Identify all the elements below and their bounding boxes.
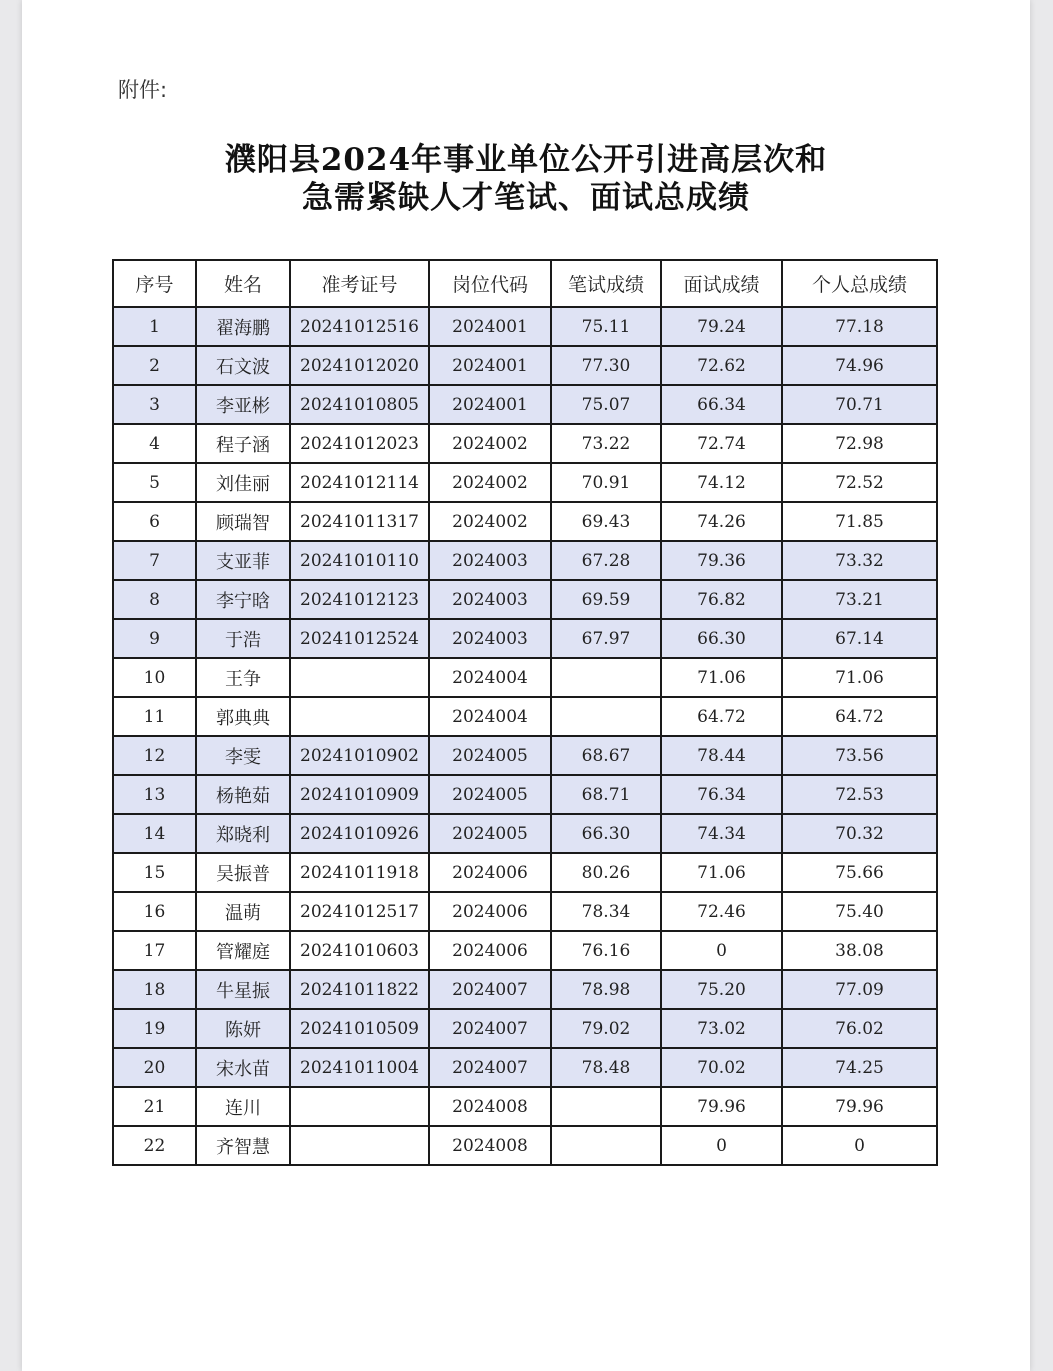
cell-post-code: 2024001 bbox=[429, 346, 551, 385]
cell-total-score: 70.32 bbox=[782, 814, 937, 853]
cell-exam-id: 20241012524 bbox=[290, 619, 429, 658]
cell-post-code: 2024005 bbox=[429, 736, 551, 775]
cell-total-score: 0 bbox=[782, 1126, 937, 1165]
cell-interview-score: 76.82 bbox=[661, 580, 782, 619]
cell-exam-id: 20241011004 bbox=[290, 1048, 429, 1087]
cell-post-code: 2024006 bbox=[429, 853, 551, 892]
cell-written-score: 73.22 bbox=[551, 424, 661, 463]
cell-total-score: 76.02 bbox=[782, 1009, 937, 1048]
cell-exam-id: 20241012020 bbox=[290, 346, 429, 385]
cell-exam-id: 20241010805 bbox=[290, 385, 429, 424]
table-row bbox=[113, 775, 937, 814]
cell-written-score bbox=[551, 658, 661, 697]
cell-name: 顾瑞智 bbox=[196, 502, 290, 541]
table-row bbox=[113, 385, 937, 424]
cell-exam-id: 20241010902 bbox=[290, 736, 429, 775]
cell-written-score: 67.28 bbox=[551, 541, 661, 580]
cell-written-score: 79.02 bbox=[551, 1009, 661, 1048]
table-row bbox=[113, 658, 937, 697]
cell-name: 杨艳茹 bbox=[196, 775, 290, 814]
cell-name: 李亚彬 bbox=[196, 385, 290, 424]
cell-interview-score: 66.34 bbox=[661, 385, 782, 424]
cell-written-score: 68.71 bbox=[551, 775, 661, 814]
score-table bbox=[112, 259, 938, 1166]
table-header-row bbox=[113, 260, 937, 307]
cell-total-score: 71.85 bbox=[782, 502, 937, 541]
cell-exam-id: 20241012517 bbox=[290, 892, 429, 931]
cell-written-score: 70.91 bbox=[551, 463, 661, 502]
cell-name: 石文波 bbox=[196, 346, 290, 385]
cell-name: 李雯 bbox=[196, 736, 290, 775]
cell-exam-id: 20241011918 bbox=[290, 853, 429, 892]
cell-written-score: 69.59 bbox=[551, 580, 661, 619]
cell-interview-score: 70.02 bbox=[661, 1048, 782, 1087]
cell-exam-id: 20241010509 bbox=[290, 1009, 429, 1048]
cell-post-code: 2024002 bbox=[429, 502, 551, 541]
cell-written-score: 78.48 bbox=[551, 1048, 661, 1087]
cell-no: 16 bbox=[113, 892, 196, 931]
cell-written-score: 69.43 bbox=[551, 502, 661, 541]
cell-no: 19 bbox=[113, 1009, 196, 1048]
cell-no: 21 bbox=[113, 1087, 196, 1126]
cell-name: 支亚菲 bbox=[196, 541, 290, 580]
cell-name: 郑晓利 bbox=[196, 814, 290, 853]
cell-written-score: 68.67 bbox=[551, 736, 661, 775]
table-row bbox=[113, 424, 937, 463]
cell-name: 于浩 bbox=[196, 619, 290, 658]
cell-interview-score: 71.06 bbox=[661, 658, 782, 697]
cell-name: 王争 bbox=[196, 658, 290, 697]
cell-exam-id: 20241011317 bbox=[290, 502, 429, 541]
cell-no: 11 bbox=[113, 697, 196, 736]
cell-post-code: 2024003 bbox=[429, 619, 551, 658]
cell-post-code: 2024001 bbox=[429, 385, 551, 424]
cell-interview-score: 78.44 bbox=[661, 736, 782, 775]
document-title-line1: 濮阳县2024年事业单位公开引进高层次和 bbox=[224, 142, 828, 178]
cell-written-score: 75.07 bbox=[551, 385, 661, 424]
cell-name: 温萌 bbox=[196, 892, 290, 931]
cell-written-score bbox=[551, 697, 661, 736]
cell-interview-score: 73.02 bbox=[661, 1009, 782, 1048]
table-row bbox=[113, 736, 937, 775]
cell-no: 6 bbox=[113, 502, 196, 541]
table-row bbox=[113, 697, 937, 736]
table-row bbox=[113, 346, 937, 385]
cell-exam-id: 20241012123 bbox=[290, 580, 429, 619]
cell-written-score: 76.16 bbox=[551, 931, 661, 970]
cell-interview-score: 79.24 bbox=[661, 307, 782, 346]
cell-total-score: 75.40 bbox=[782, 892, 937, 931]
cell-total-score: 79.96 bbox=[782, 1087, 937, 1126]
table-row bbox=[113, 892, 937, 931]
cell-exam-id: 20241010926 bbox=[290, 814, 429, 853]
cell-total-score: 73.56 bbox=[782, 736, 937, 775]
cell-post-code: 2024002 bbox=[429, 463, 551, 502]
table-row bbox=[113, 463, 937, 502]
cell-name: 齐智慧 bbox=[196, 1126, 290, 1165]
cell-interview-score: 64.72 bbox=[661, 697, 782, 736]
cell-total-score: 73.32 bbox=[782, 541, 937, 580]
cell-post-code: 2024005 bbox=[429, 775, 551, 814]
cell-exam-id: 20241011822 bbox=[290, 970, 429, 1009]
cell-interview-score: 0 bbox=[661, 1126, 782, 1165]
cell-name: 陈妍 bbox=[196, 1009, 290, 1048]
table-row bbox=[113, 541, 937, 580]
cell-exam-id bbox=[290, 697, 429, 736]
cell-post-code: 2024007 bbox=[429, 970, 551, 1009]
cell-post-code: 2024008 bbox=[429, 1087, 551, 1126]
cell-name: 宋水苗 bbox=[196, 1048, 290, 1087]
document-title-line2: 急需紧缺人才笔试、面试总成绩 bbox=[302, 180, 750, 216]
cell-post-code: 2024007 bbox=[429, 1048, 551, 1087]
table-row bbox=[113, 1087, 937, 1126]
cell-post-code: 2024005 bbox=[429, 814, 551, 853]
table-row bbox=[113, 619, 937, 658]
cell-no: 8 bbox=[113, 580, 196, 619]
cell-interview-score: 0 bbox=[661, 931, 782, 970]
cell-total-score: 70.71 bbox=[782, 385, 937, 424]
cell-name: 李宁晗 bbox=[196, 580, 290, 619]
cell-total-score: 64.72 bbox=[782, 697, 937, 736]
cell-interview-score: 74.26 bbox=[661, 502, 782, 541]
cell-name: 刘佳丽 bbox=[196, 463, 290, 502]
cell-interview-score: 76.34 bbox=[661, 775, 782, 814]
cell-written-score: 66.30 bbox=[551, 814, 661, 853]
cell-name: 郭典典 bbox=[196, 697, 290, 736]
cell-no: 2 bbox=[113, 346, 196, 385]
cell-no: 4 bbox=[113, 424, 196, 463]
cell-no: 18 bbox=[113, 970, 196, 1009]
cell-post-code: 2024004 bbox=[429, 658, 551, 697]
table-row bbox=[113, 1009, 937, 1048]
cell-interview-score: 74.34 bbox=[661, 814, 782, 853]
cell-no: 7 bbox=[113, 541, 196, 580]
header-interview-score: 面试成绩 bbox=[661, 260, 782, 307]
cell-no: 15 bbox=[113, 853, 196, 892]
table-row bbox=[113, 1048, 937, 1087]
cell-post-code: 2024006 bbox=[429, 892, 551, 931]
cell-post-code: 2024002 bbox=[429, 424, 551, 463]
cell-written-score: 67.97 bbox=[551, 619, 661, 658]
table-row bbox=[113, 931, 937, 970]
cell-written-score bbox=[551, 1126, 661, 1165]
cell-total-score: 77.18 bbox=[782, 307, 937, 346]
attachment-label: 附件: bbox=[118, 78, 168, 102]
cell-exam-id: 20241012023 bbox=[290, 424, 429, 463]
cell-post-code: 2024008 bbox=[429, 1126, 551, 1165]
cell-interview-score: 74.12 bbox=[661, 463, 782, 502]
cell-no: 10 bbox=[113, 658, 196, 697]
cell-no: 12 bbox=[113, 736, 196, 775]
cell-written-score: 78.34 bbox=[551, 892, 661, 931]
cell-interview-score: 72.62 bbox=[661, 346, 782, 385]
cell-total-score: 74.96 bbox=[782, 346, 937, 385]
cell-name: 吴振普 bbox=[196, 853, 290, 892]
cell-post-code: 2024003 bbox=[429, 541, 551, 580]
table-row bbox=[113, 970, 937, 1009]
header-total-score: 个人总成绩 bbox=[782, 260, 937, 307]
cell-no: 5 bbox=[113, 463, 196, 502]
cell-written-score: 75.11 bbox=[551, 307, 661, 346]
cell-no: 3 bbox=[113, 385, 196, 424]
cell-name: 管耀庭 bbox=[196, 931, 290, 970]
cell-total-score: 75.66 bbox=[782, 853, 937, 892]
header-written-score: 笔试成绩 bbox=[551, 260, 661, 307]
cell-exam-id bbox=[290, 658, 429, 697]
cell-post-code: 2024003 bbox=[429, 580, 551, 619]
cell-name: 牛星振 bbox=[196, 970, 290, 1009]
cell-total-score: 72.52 bbox=[782, 463, 937, 502]
cell-written-score: 80.26 bbox=[551, 853, 661, 892]
cell-interview-score: 79.36 bbox=[661, 541, 782, 580]
cell-interview-score: 72.46 bbox=[661, 892, 782, 931]
cell-total-score: 73.21 bbox=[782, 580, 937, 619]
cell-exam-id bbox=[290, 1087, 429, 1126]
header-no: 序号 bbox=[113, 260, 196, 307]
header-post-code: 岗位代码 bbox=[429, 260, 551, 307]
cell-no: 17 bbox=[113, 931, 196, 970]
cell-name: 连川 bbox=[196, 1087, 290, 1126]
cell-post-code: 2024007 bbox=[429, 1009, 551, 1048]
header-name: 姓名 bbox=[196, 260, 290, 307]
cell-post-code: 2024001 bbox=[429, 307, 551, 346]
cell-total-score: 72.98 bbox=[782, 424, 937, 463]
cell-post-code: 2024006 bbox=[429, 931, 551, 970]
table-row bbox=[113, 1126, 937, 1165]
cell-no: 20 bbox=[113, 1048, 196, 1087]
cell-exam-id: 20241010110 bbox=[290, 541, 429, 580]
cell-exam-id: 20241012114 bbox=[290, 463, 429, 502]
cell-written-score bbox=[551, 1087, 661, 1126]
cell-total-score: 67.14 bbox=[782, 619, 937, 658]
cell-no: 14 bbox=[113, 814, 196, 853]
cell-no: 9 bbox=[113, 619, 196, 658]
cell-exam-id: 20241012516 bbox=[290, 307, 429, 346]
table-row bbox=[113, 814, 937, 853]
cell-written-score: 77.30 bbox=[551, 346, 661, 385]
cell-interview-score: 72.74 bbox=[661, 424, 782, 463]
cell-post-code: 2024004 bbox=[429, 697, 551, 736]
header-exam-id: 准考证号 bbox=[290, 260, 429, 307]
cell-interview-score: 71.06 bbox=[661, 853, 782, 892]
cell-no: 1 bbox=[113, 307, 196, 346]
cell-exam-id: 20241010909 bbox=[290, 775, 429, 814]
cell-no: 22 bbox=[113, 1126, 196, 1165]
cell-name: 程子涵 bbox=[196, 424, 290, 463]
table-row bbox=[113, 307, 937, 346]
cell-interview-score: 75.20 bbox=[661, 970, 782, 1009]
cell-name: 翟海鹏 bbox=[196, 307, 290, 346]
cell-total-score: 72.53 bbox=[782, 775, 937, 814]
document-page bbox=[22, 0, 1030, 1371]
cell-exam-id bbox=[290, 1126, 429, 1165]
cell-exam-id: 20241010603 bbox=[290, 931, 429, 970]
cell-total-score: 38.08 bbox=[782, 931, 937, 970]
cell-total-score: 74.25 bbox=[782, 1048, 937, 1087]
cell-written-score: 78.98 bbox=[551, 970, 661, 1009]
cell-interview-score: 79.96 bbox=[661, 1087, 782, 1126]
table-row bbox=[113, 580, 937, 619]
cell-interview-score: 66.30 bbox=[661, 619, 782, 658]
table-row bbox=[113, 502, 937, 541]
cell-no: 13 bbox=[113, 775, 196, 814]
cell-total-score: 71.06 bbox=[782, 658, 937, 697]
cell-total-score: 77.09 bbox=[782, 970, 937, 1009]
table-row bbox=[113, 853, 937, 892]
